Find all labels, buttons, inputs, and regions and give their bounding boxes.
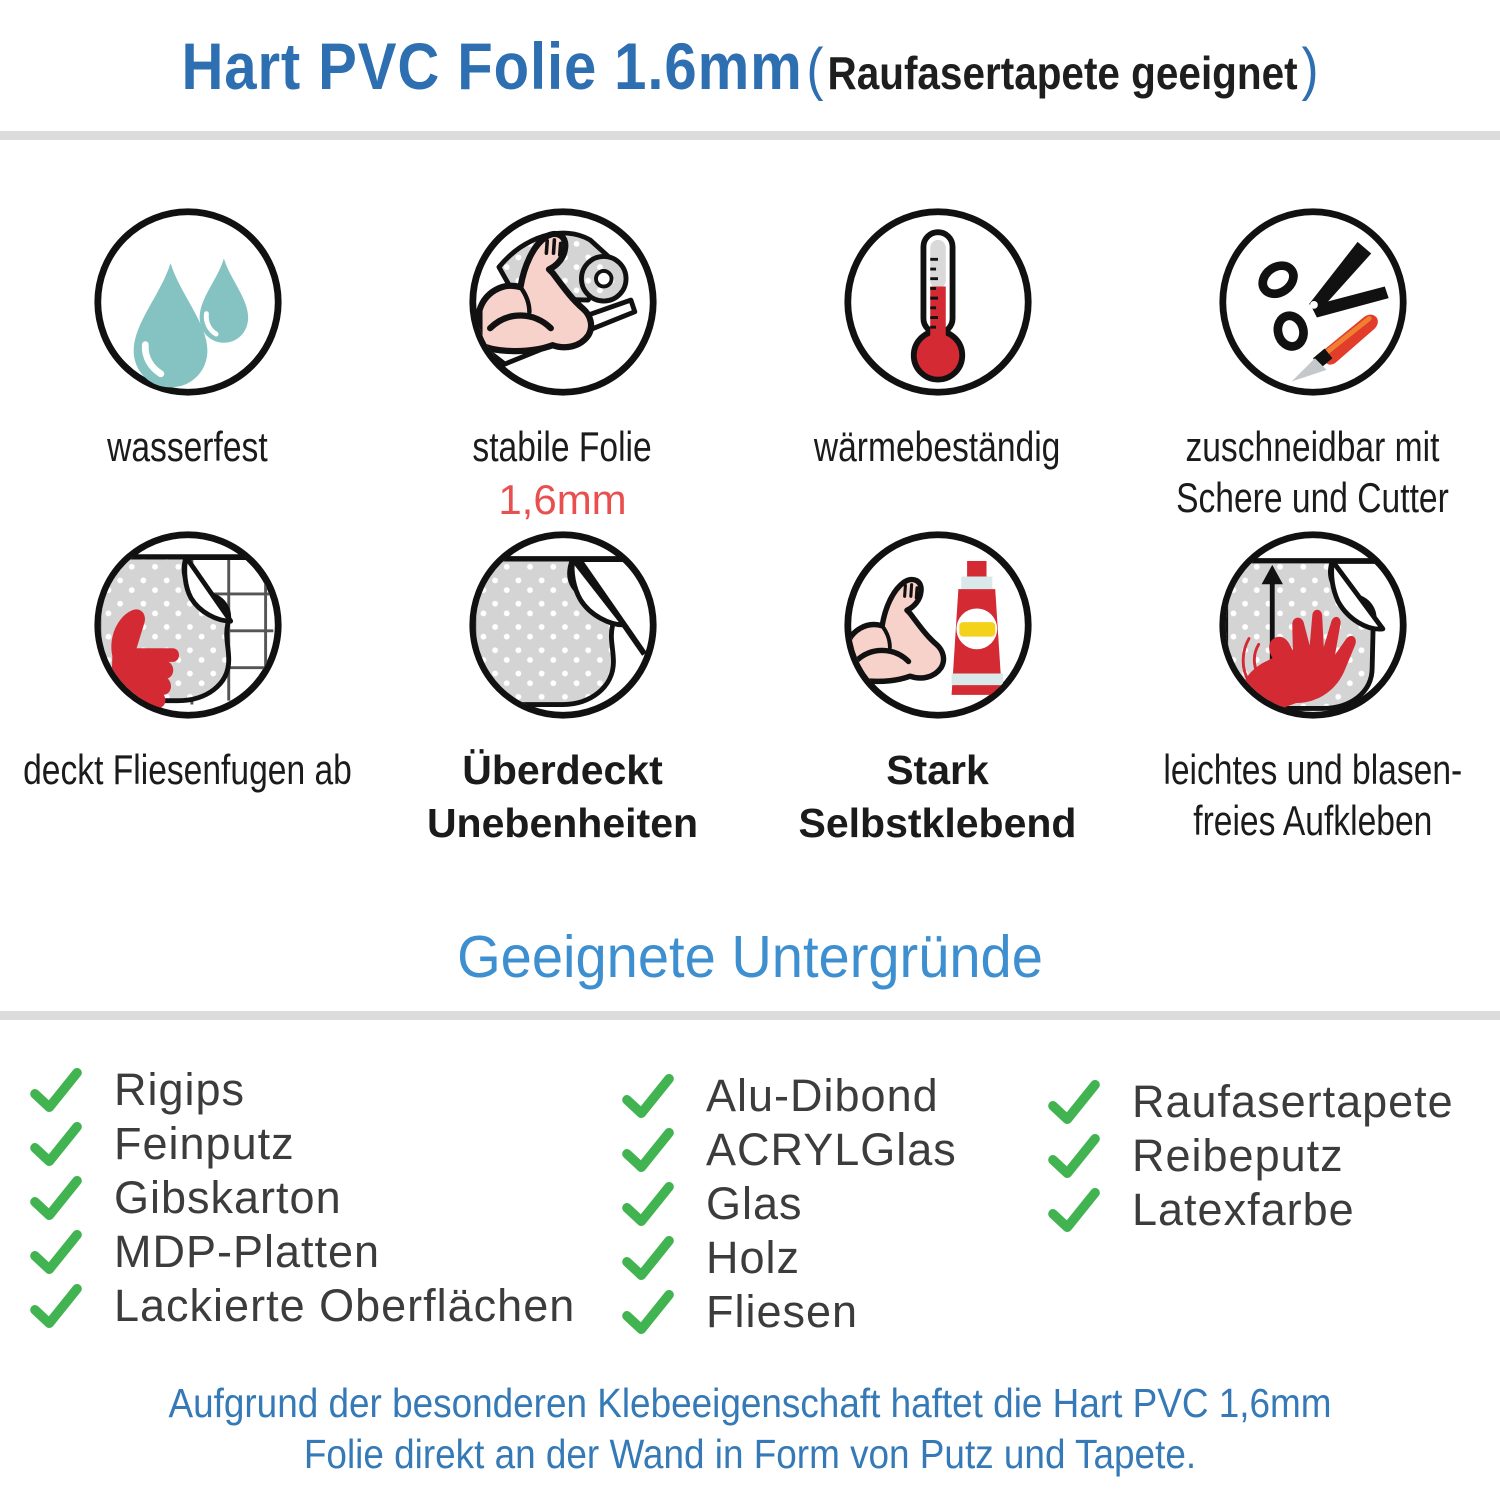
feature-label-line1: Überdeckt <box>462 747 663 793</box>
checkmark-icon <box>30 1122 82 1166</box>
checkmark-icon <box>30 1230 82 1274</box>
substrate-label: Glas <box>706 1178 803 1229</box>
substrate-item <box>30 1117 575 1171</box>
feature-label-line1: zuschneidbar mit <box>1185 423 1440 470</box>
substrate-column-3 <box>1048 1075 1454 1237</box>
substrate-item <box>622 1177 957 1231</box>
divider-top <box>0 131 1500 140</box>
features-row-2 <box>0 528 1500 850</box>
film-thickness-value: 1,6mm <box>498 476 627 523</box>
feature-stable-film <box>375 205 750 524</box>
feature-heat-resistant <box>750 205 1125 524</box>
muscle-film-roll-icon <box>466 205 660 399</box>
substrate-item <box>1048 1129 1454 1183</box>
substrate-item <box>622 1123 957 1177</box>
checkmark-icon <box>622 1074 674 1118</box>
film-fold-icon <box>466 528 660 722</box>
substrate-label: ACRYLGlas <box>706 1124 957 1175</box>
substrate-label: Gibskarton <box>114 1172 342 1223</box>
checkmark-icon <box>1048 1188 1100 1232</box>
muscle-glue-icon <box>841 528 1035 722</box>
feature-label: wasserfest <box>107 423 268 470</box>
substrate-label: MDP-Platten <box>114 1226 381 1277</box>
substrate-label: Lackierte Oberflächen <box>114 1280 576 1331</box>
title-subtitle: Raufasertapete geeignet <box>827 47 1298 99</box>
substrate-item <box>30 1063 575 1117</box>
footer-line2: Folie direkt an der Wand in Form von Putz und Tapete. <box>303 1431 1197 1477</box>
feature-label-line2: freies Aufkleben <box>1192 797 1433 844</box>
substrate-label: Feinputz <box>114 1118 295 1169</box>
feature-label <box>427 744 698 850</box>
substrate-item <box>1048 1183 1454 1237</box>
substrate-label: Latexfarbe <box>1132 1184 1355 1235</box>
title-main: Hart PVC Folie 1.6mm <box>181 29 803 103</box>
substrate-column-2 <box>622 1069 957 1339</box>
feature-label: wärmebeständig <box>814 423 1061 470</box>
feature-label: deckt Fliesenfugen ab <box>23 746 352 793</box>
checkmark-icon <box>622 1182 674 1226</box>
feature-label <box>1163 744 1462 846</box>
feature-bubble-free <box>1125 528 1500 850</box>
substrate-item <box>622 1285 957 1339</box>
substrate-item <box>30 1225 575 1279</box>
substrate-label: Alu-Dibond <box>706 1070 939 1121</box>
feature-label-line1: Stark <box>886 747 989 793</box>
checkmark-icon <box>30 1284 82 1328</box>
checkmark-icon <box>622 1128 674 1172</box>
divider-middle <box>0 1011 1500 1020</box>
feature-covers-unevenness <box>375 528 750 850</box>
feature-label-line1: leichtes und blasen- <box>1163 746 1462 793</box>
feature-waterproof <box>0 205 375 524</box>
substrate-item <box>30 1171 575 1225</box>
checkmark-icon <box>30 1068 82 1112</box>
feature-label-line2: Selbstklebend <box>798 800 1077 846</box>
footer-note <box>75 1378 1425 1480</box>
substrate-item <box>622 1069 957 1123</box>
feature-covers-tile-joints <box>0 528 375 850</box>
title-paren-open: ( <box>806 37 824 102</box>
title-paren-close: ) <box>1301 37 1319 102</box>
feature-label-line2: Schere und Cutter <box>1176 474 1449 521</box>
substrate-column-1 <box>30 1063 575 1333</box>
substrate-item <box>1048 1075 1454 1129</box>
scissors-cutter-icon <box>1216 205 1410 399</box>
checkmark-icon <box>622 1236 674 1280</box>
checkmark-icon <box>30 1176 82 1220</box>
checkmark-icon <box>622 1290 674 1334</box>
feature-label <box>799 744 1077 850</box>
hand-smoothing-icon <box>1216 528 1410 722</box>
substrate-item <box>622 1231 957 1285</box>
substrate-label: Rigips <box>114 1064 246 1115</box>
substrate-label: Raufasertapete <box>1132 1076 1454 1127</box>
feature-cuttable <box>1125 205 1500 524</box>
substrate-label: Fliesen <box>706 1286 859 1337</box>
feature-self-adhesive <box>750 528 1125 850</box>
tile-thumbs-up-icon <box>91 528 285 722</box>
features-row-1 <box>0 205 1500 524</box>
footer-line1: Aufgrund der besonderen Klebeeigenschaft haftet die Hart PVC 1,6mm <box>168 1380 1332 1426</box>
checkmark-icon <box>1048 1134 1100 1178</box>
substrate-label: Reibeputz <box>1132 1130 1344 1181</box>
substrate-label: Holz <box>706 1232 801 1283</box>
water-drops-icon <box>91 205 285 399</box>
thermometer-icon <box>841 205 1035 399</box>
checkmark-icon <box>1048 1080 1100 1124</box>
feature-label: stabile Folie <box>472 423 653 470</box>
page-title <box>90 28 1410 104</box>
feature-label-line2: Unebenheiten <box>426 800 699 846</box>
feature-label <box>1176 421 1449 523</box>
section-title-untergruende: Geeignete Untergründe <box>457 924 1043 990</box>
substrate-item <box>30 1279 575 1333</box>
